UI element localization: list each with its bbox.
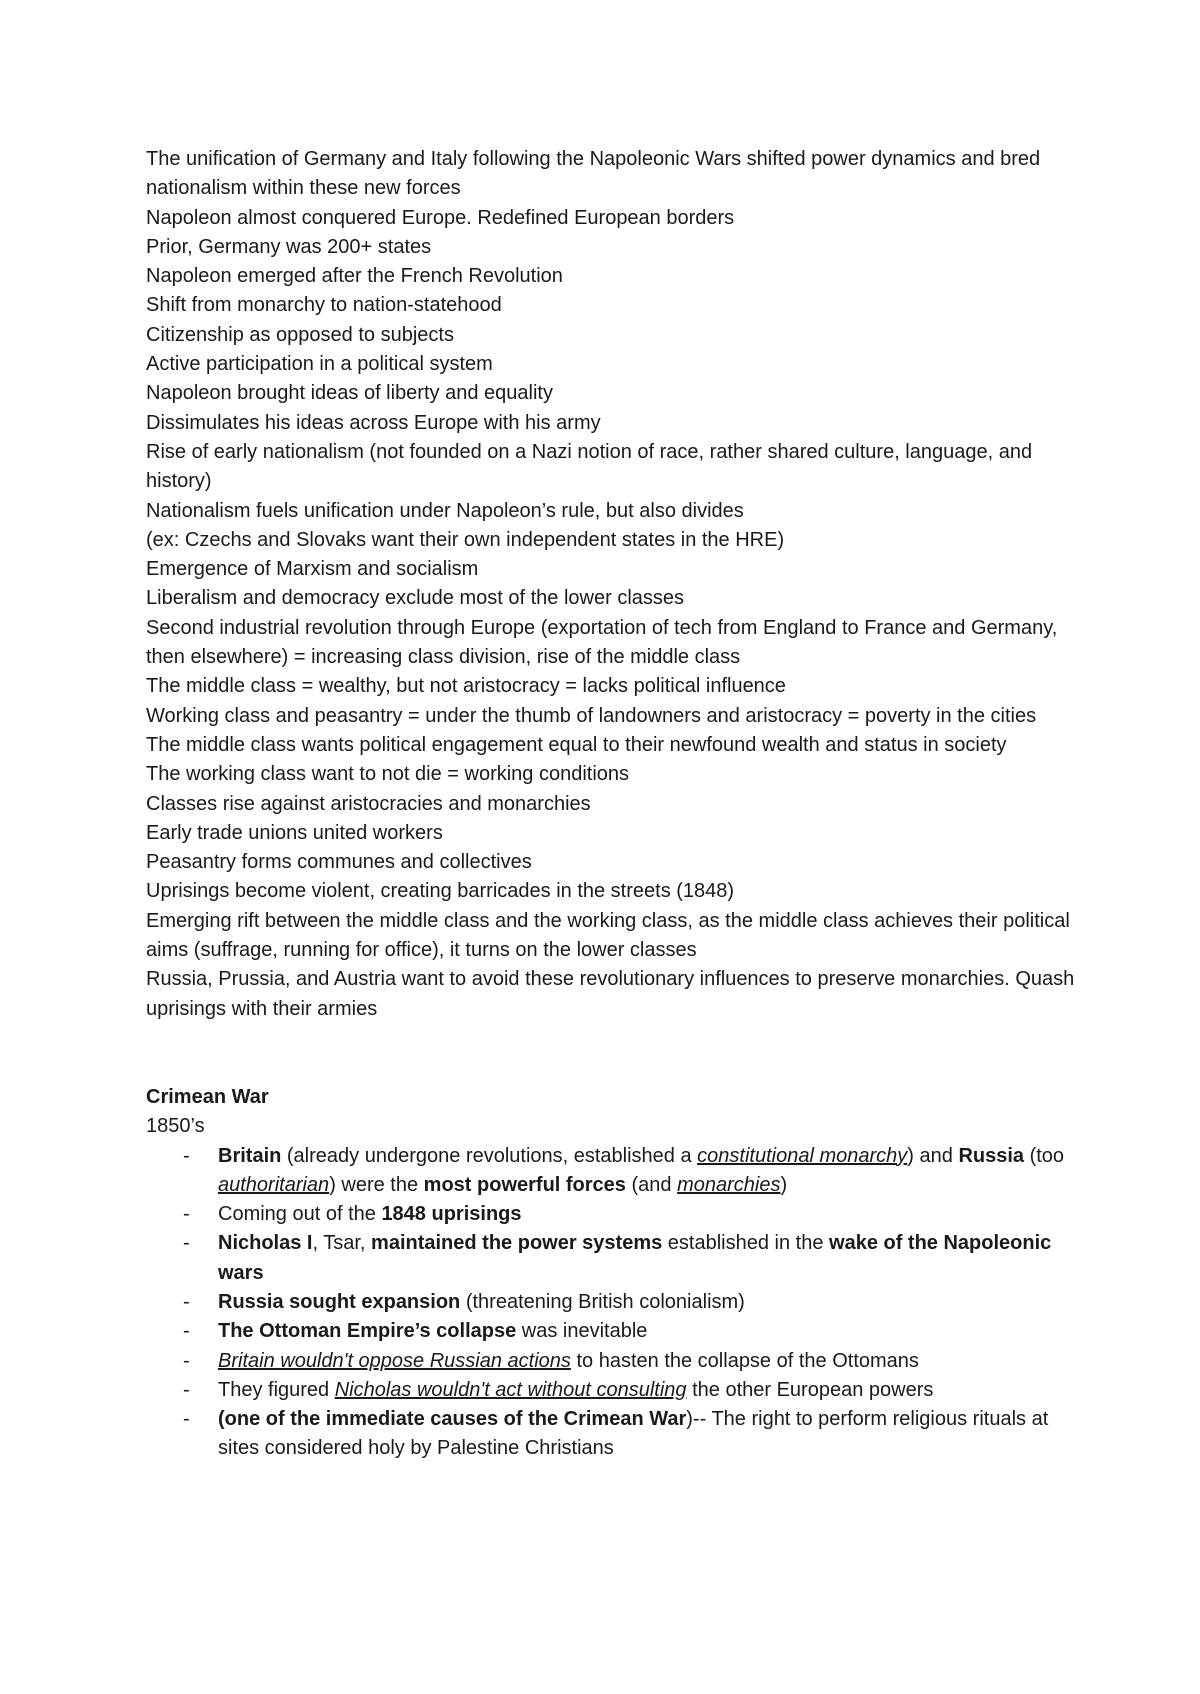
bullet-list (146, 1142, 1076, 1464)
section-heading: Crimean War (146, 1085, 269, 1108)
bold-text: Russia (958, 1144, 1025, 1167)
bullet-item (146, 1200, 1076, 1229)
note-line: Napoleon emerged after the French Revolution (146, 265, 563, 288)
bullet-dash: - (183, 1144, 190, 1167)
note-line: Active participation in a political system (146, 353, 493, 376)
bullet-dash: - (183, 1408, 190, 1431)
section-date: 1850’s (146, 1115, 205, 1138)
bullet-text: to hasten the collapse of the Ottomans (570, 1349, 919, 1372)
bullet-text: )-- The right to perform religious rituals at sites considered holy by Palestine Christians (218, 1408, 1049, 1460)
note-line: Prior, Germany was 200+ states (146, 235, 432, 258)
bold-text: Russia sought expansion (218, 1290, 461, 1313)
bullet-text: (already undergone revolutions, established a (281, 1144, 698, 1167)
note-line: Napoleon almost conquered Europe. Redefined European borders (146, 206, 735, 229)
note-line: Napoleon brought ideas of liberty and equality (146, 382, 553, 405)
bold-text: Britain (218, 1144, 282, 1167)
bullet-text: (too (1024, 1144, 1065, 1167)
note-line: Working class and peasantry = under the thumb of landowners and aristocracy = poverty in the cities (146, 704, 1037, 727)
bullet-item (146, 1376, 1076, 1405)
underlined-italic-text: authoritarian (218, 1173, 330, 1196)
note-line: Uprisings become violent, creating barricades in the streets (1848) (146, 880, 735, 903)
bullet-item (146, 1405, 1076, 1464)
note-line: Emerging rift between the middle class and the working class, as the middle class achieves their political aims (suffrage, running for office), it turns on the lower classes (146, 909, 1070, 962)
note-line: The working class want to not die = working conditions (146, 763, 630, 786)
underlined-italic-text: Nicholas wouldn't act without consulting (334, 1378, 687, 1401)
bullet-item (146, 1288, 1076, 1317)
bullet-text: established in the (662, 1232, 830, 1255)
bullet-item (146, 1317, 1076, 1346)
note-line: Peasantry forms communes and collectives (146, 851, 532, 874)
bullet-text: (threatening British colonialism) (460, 1290, 745, 1313)
bullet-text: , Tsar, (312, 1232, 372, 1255)
note-line: Citizenship as opposed to subjects (146, 323, 454, 346)
note-line: Russia, Prussia, and Austria want to avoid these revolutionary influences to preserve monarchies. Quash uprisings with their armies (146, 968, 1075, 1020)
bullet-text: Coming out of the (218, 1203, 382, 1226)
bullet-dash: - (183, 1320, 190, 1343)
crimean-war-section (146, 1083, 1076, 1464)
underlined-italic-text: monarchies (677, 1173, 781, 1196)
bullet-text: (and (625, 1173, 678, 1196)
bullet-text: ) (780, 1173, 788, 1196)
note-line: Shift from monarchy to nation-statehood (146, 294, 502, 317)
bold-text: Nicholas I (218, 1232, 313, 1255)
bullet-text: ) were the (329, 1173, 424, 1196)
bold-text: (one of the immediate causes of the Crimean War (218, 1408, 687, 1431)
bullet-dash: - (183, 1290, 190, 1313)
note-line: Dissimulates his ideas across Europe with his army (146, 411, 601, 434)
bullet-text: the other European powers (686, 1378, 934, 1401)
bold-text: wake of the Napoleonic wars (218, 1232, 1052, 1284)
note-line: Liberalism and democracy exclude most of the lower classes (146, 587, 685, 610)
bullet-dash: - (183, 1203, 190, 1226)
note-line: Rise of early nationalism (not founded on a Nazi notion of race, rather shared culture, language, and history) (146, 440, 1033, 493)
bullet-dash: - (183, 1378, 190, 1401)
note-line: Emergence of Marxism and socialism (146, 558, 479, 581)
bullet-item (146, 1229, 1076, 1288)
bullet-dash: - (183, 1232, 190, 1255)
bullet-item (146, 1347, 1076, 1376)
bold-text: The Ottoman Empire’s collapse (218, 1320, 517, 1343)
bullet-text: ) and (907, 1144, 959, 1167)
bold-text: maintained the power systems (371, 1232, 663, 1255)
bold-text: 1848 uprisings (381, 1203, 522, 1226)
bullet-dash: - (183, 1349, 190, 1372)
note-line: Early trade unions united workers (146, 821, 443, 844)
underlined-italic-text: constitutional monarchy (697, 1144, 908, 1167)
note-line: (ex: Czechs and Slovaks want their own independent states in the HRE) (146, 528, 785, 551)
note-line: Classes rise against aristocracies and monarchies (146, 792, 591, 815)
bold-text: most powerful forces (423, 1173, 626, 1196)
note-line: The unification of Germany and Italy following the Napoleonic Wars shifted power dynamics and bred nationalism within these new forces (146, 148, 1041, 200)
note-line: The middle class = wealthy, but not aristocracy = lacks political influence (146, 675, 786, 698)
note-line: Second industrial revolution through Europe (exportation of tech from England to France and Germany, then elsewhere) = increasing class division, rise of the middle class (146, 616, 1058, 669)
note-line: Nationalism fuels unification under Napoleon’s rule, but also divides (146, 499, 744, 522)
bullet-text: They figured (218, 1378, 335, 1401)
note-line: The middle class wants political engagement equal to their newfound wealth and status in society (146, 733, 1007, 756)
bullet-item (146, 1142, 1076, 1201)
notes-block (146, 145, 1076, 1024)
underlined-italic-text: Britain wouldn't oppose Russian actions (218, 1349, 571, 1372)
bullet-text: was inevitable (516, 1320, 648, 1343)
section-spacer (146, 1024, 1076, 1083)
document-body (146, 145, 1076, 1464)
